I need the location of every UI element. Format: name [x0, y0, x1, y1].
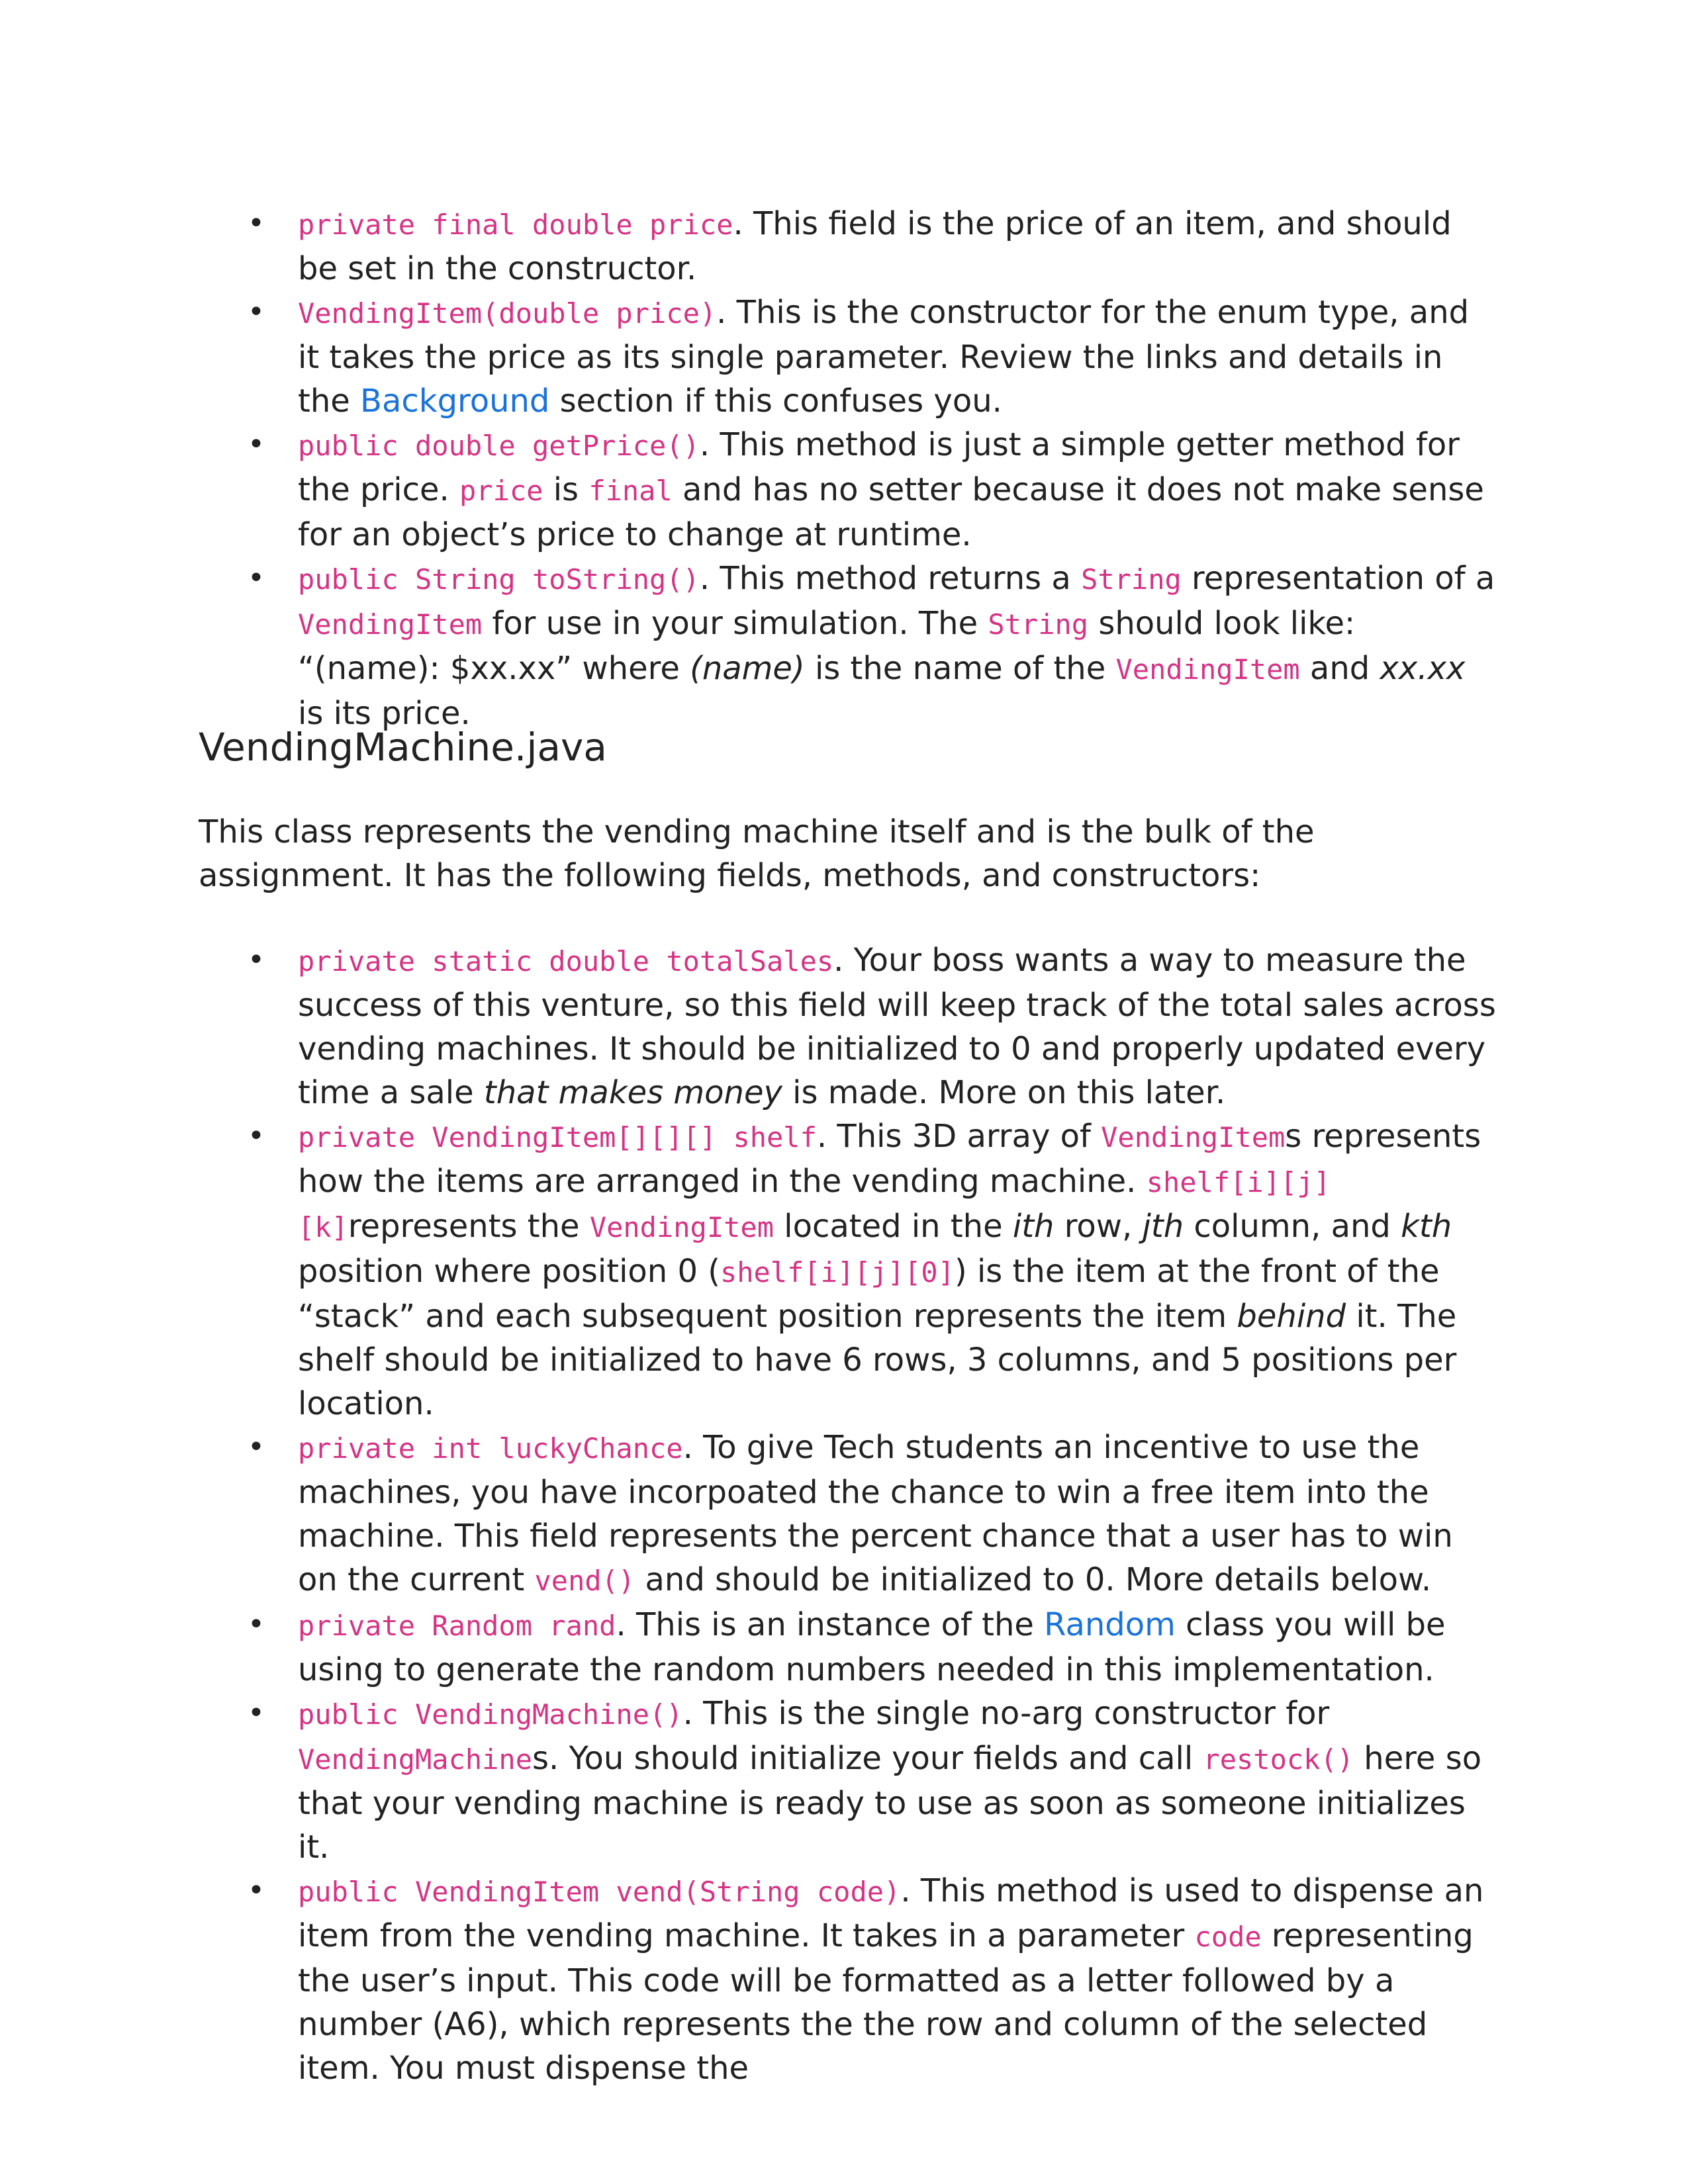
list-item: • private static double totalSales. Your boss wants a way to measure the success of this venture, so this field will keep track of the total sales across vending machines. It should be initialized to 0 and properly updated every time a sale that makes money is made. More on this later. [298, 938, 1496, 1115]
code-snippet: restock() [1203, 1743, 1354, 1776]
list-item: • public VendingItem vend(String code). This method is used to dispense an item from the vending machine. It takes in a parameter code representing the user’s input. This code will be formatted as a letter followed by a number (A6), which represents the the row and column of the selected item. You must dispense the [298, 1869, 1496, 2090]
code-snippet: private VendingItem[][][] shelf [298, 1121, 817, 1154]
code-snippet: String [988, 608, 1089, 641]
code-snippet: private static double totalSales [298, 945, 834, 978]
list-item: • private final double price. This field is the price of an item, and should be set in the constructor. [298, 202, 1496, 291]
code-snippet: VendingItem [1115, 653, 1300, 686]
code-snippet: price [459, 475, 543, 507]
background-link[interactable]: Background [360, 383, 550, 420]
intro-paragraph: This class represents the vending machine itself and is the bulk of the assignment. It has the following fields, methods, and constructors: [199, 813, 1315, 894]
code-snippet: VendingItem [589, 1211, 774, 1244]
code-snippet: code [1194, 1921, 1262, 1953]
code-snippet: public double getPrice() [298, 430, 700, 462]
random-link[interactable]: Random [1044, 1606, 1176, 1643]
code-snippet: VendingItem [1101, 1121, 1286, 1154]
code-snippet: public VendingMachine() [298, 1698, 683, 1731]
code-snippet: private final double price [298, 208, 733, 241]
code-snippet: public String toString() [298, 563, 700, 596]
code-snippet: shelf[i][j][k] [298, 1166, 1331, 1244]
list-item: • VendingItem(double price). This is the constructor for the enum type, and it takes the price as its single parameter. Review the links and details in the Background section if this confuses you. [298, 291, 1496, 423]
list-item: • public VendingMachine(). This is the single no-arg constructor for VendingMachines. You should initialize your fields and call restock() here so that your vending machine is ready to use as soon as someone initializes it. [298, 1692, 1496, 1869]
code-snippet: shelf[i][j][0] [720, 1256, 955, 1289]
code-snippet: VendingItem [298, 608, 483, 641]
code-snippet: vend() [534, 1565, 635, 1597]
code-snippet: VendingMachine [298, 1743, 533, 1776]
code-snippet: private int luckyChance [298, 1432, 683, 1465]
section-heading: VendingMachine.java [199, 725, 607, 770]
code-snippet: public VendingItem vend(String code) [298, 1876, 901, 1908]
list-item: • public String toString(). This method returns a String representation of a VendingItem for use in your simulation. The String should look like: “(name): $xx.xx” where (name) is the name of the VendingItem and xx.xx is its price. [298, 557, 1496, 735]
vending-machine-member-list [199, 938, 1496, 2090]
code-snippet: VendingItem(double price) [298, 297, 717, 330]
list-item: • private int luckyChance. To give Tech students an incentive to use the machines, you have incorpoated the chance to win a free item into the machine. This field represents the percent chance that a user has to win on the current vend() and should be initialized to 0. More details below. [298, 1426, 1496, 1603]
list-item: • private VendingItem[][][] shelf. This 3D array of VendingItems represents how the items are arranged in the vending machine. shelf[i][j][k]represents the VendingItem located in the ith row, jth column, and kth position where position 0 (shelf[i][j][0]) is the item at the front of the “stack” and each subsequent position represents the item behind it. The shelf should be initialized to have 6 rows, 3 columns, and 5 positions per location. [298, 1115, 1496, 1426]
code-snippet: private Random rand [298, 1610, 616, 1642]
code-snippet: final [588, 475, 673, 507]
list-item: • private Random rand. This is an instance of the Random class you will be using to generate the random numbers needed in this implementation. [298, 1603, 1496, 1692]
code-snippet: String [1081, 563, 1182, 596]
vending-item-member-list [199, 202, 1496, 735]
list-item: • public double getPrice(). This method is just a simple getter method for the price. price is final and has no setter because it does not make sense for an object’s price to change at runtime. [298, 423, 1496, 557]
